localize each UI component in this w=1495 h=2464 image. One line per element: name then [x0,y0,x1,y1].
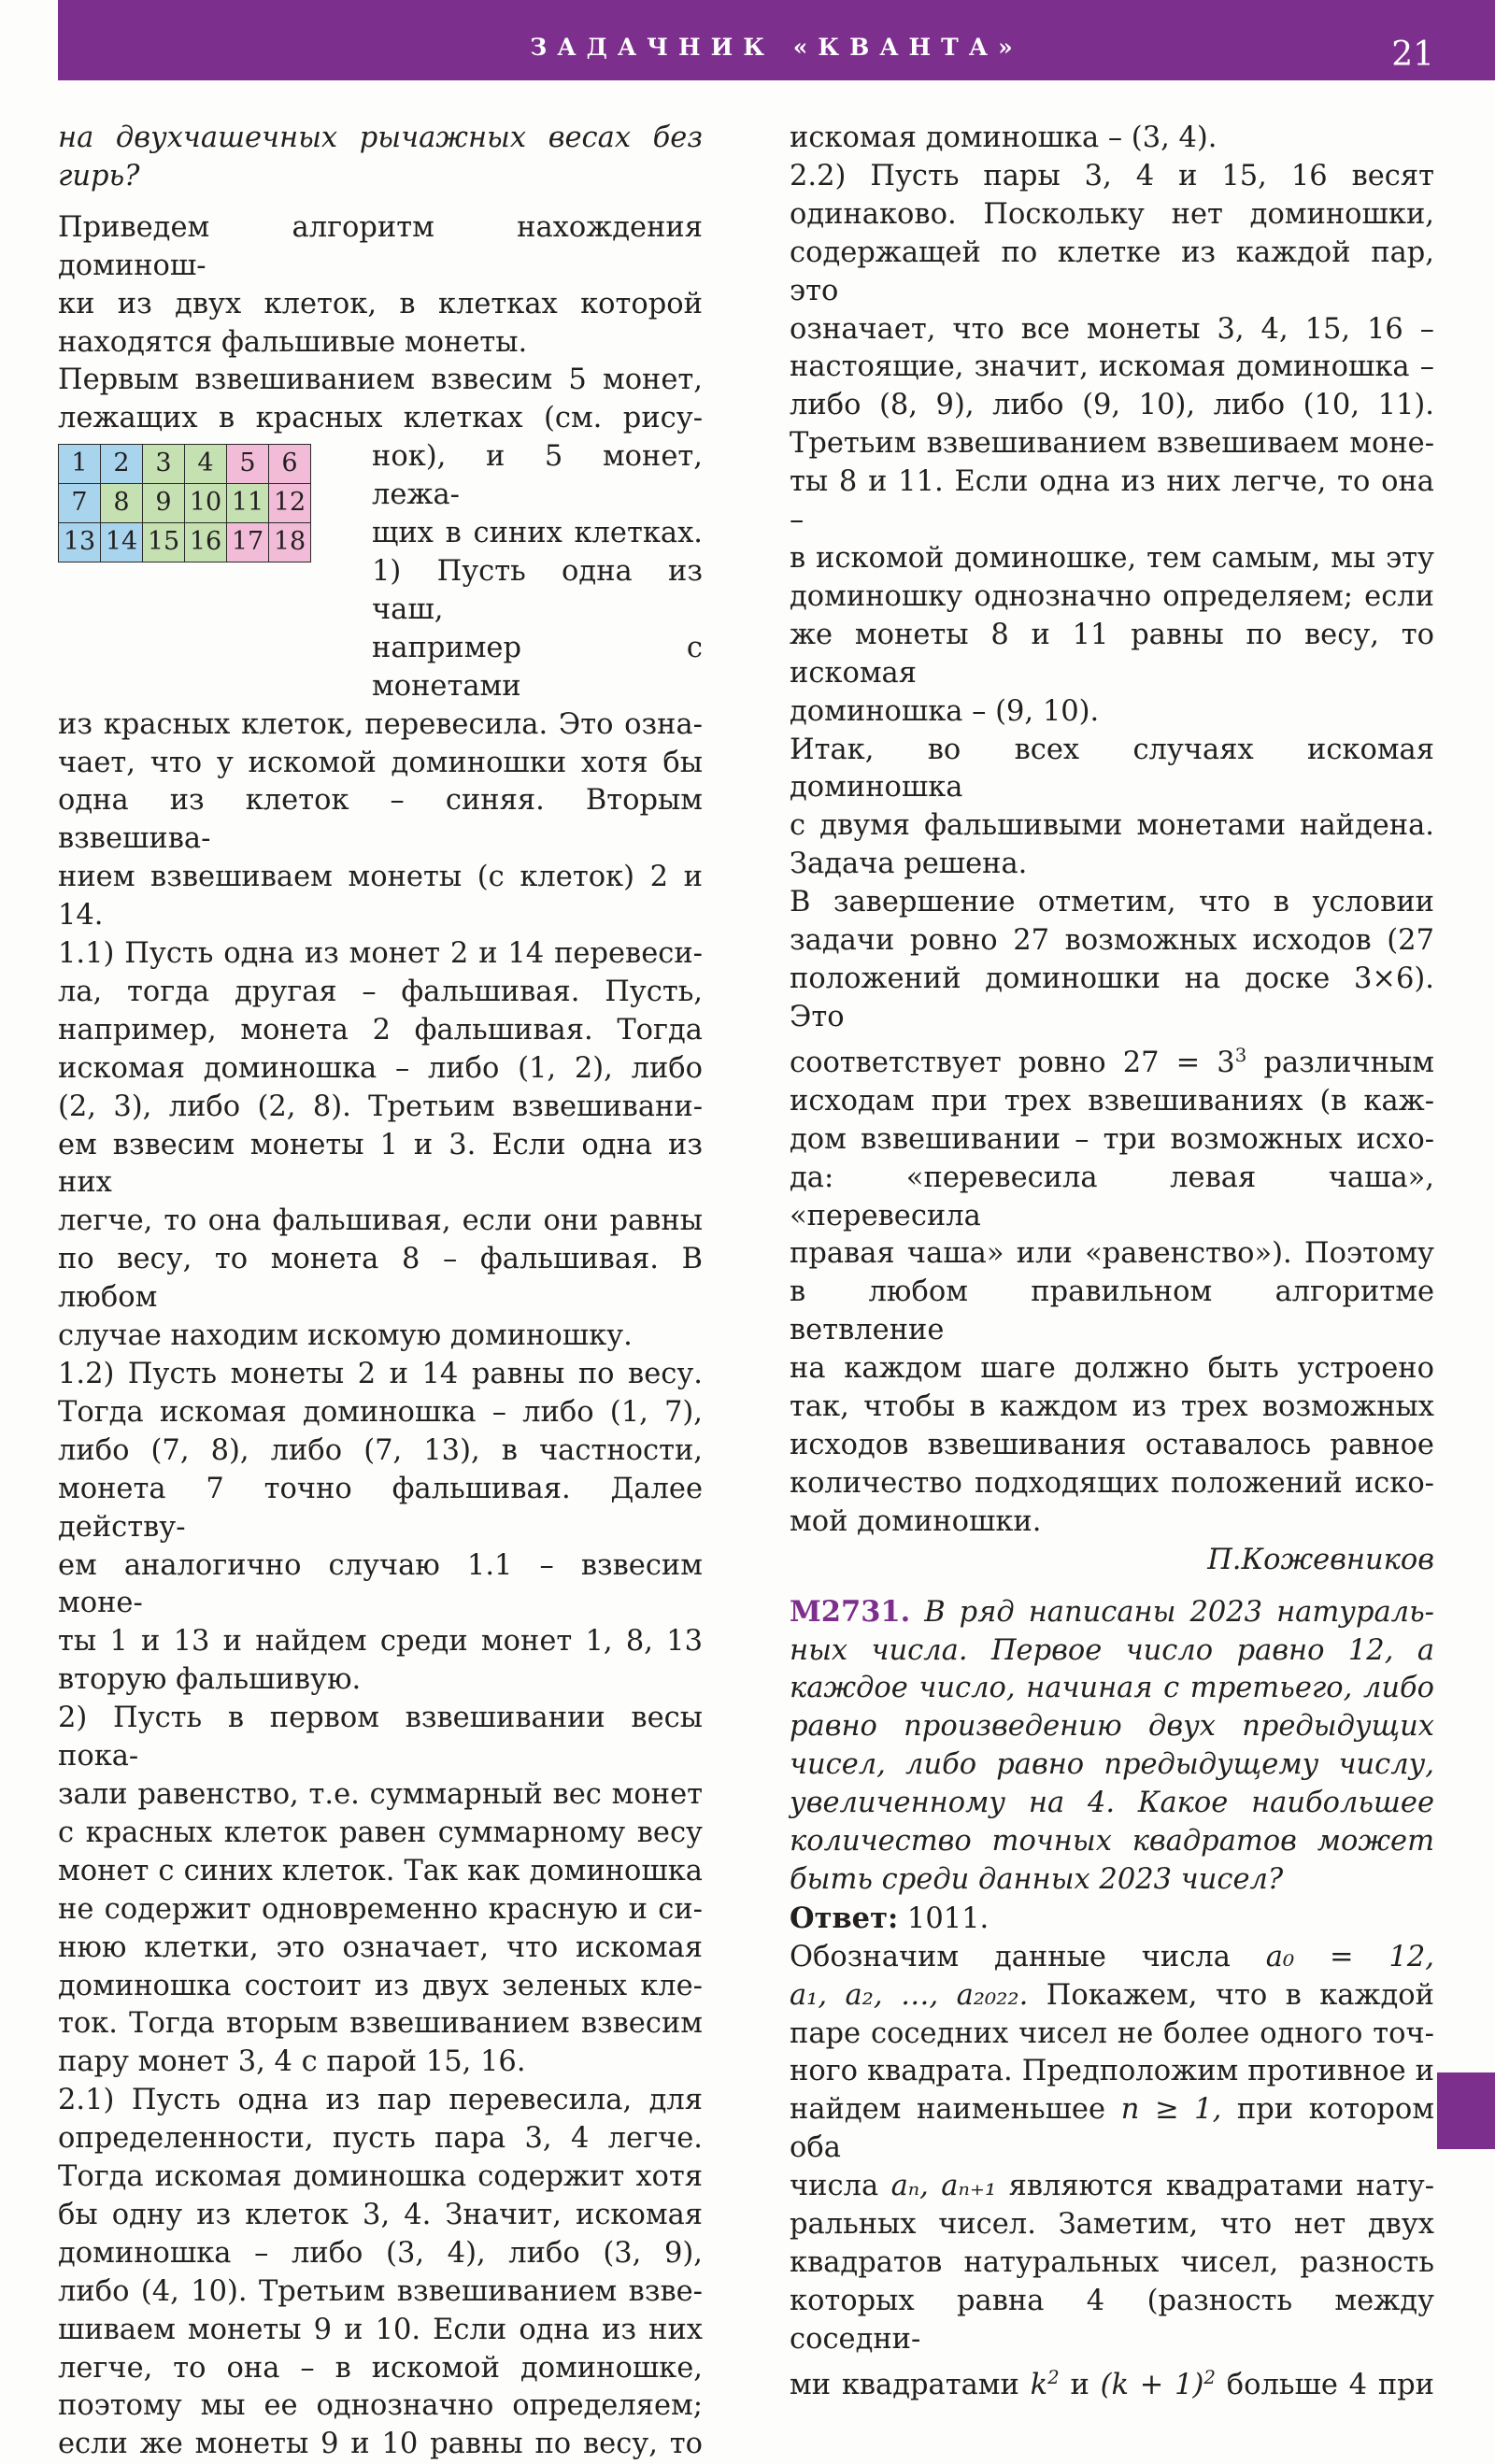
text-line: шиваем монеты 9 и 10. Если одна из них [58,2313,703,2346]
text-line: Третьим взвешиванием взвешиваем моне- [790,427,1434,461]
author-signature: П.Кожевников [1207,1543,1434,1576]
paragraph-case-2-1 [58,2082,703,2464]
text-line: Приведем алгоритм нахождения доминош- [58,210,703,282]
text-line: искомая доминошка – (3, 4). [790,121,1217,154]
text-line: Задача решена. [790,847,1028,881]
text-line: ем взвесим монеты 1 и 3. Если одна из них [58,1128,703,1200]
text-line: если же монеты 9 и 10 равны по весу, то [58,2428,703,2461]
text-line: из красных клеток, перевесила. Это озна- [58,707,703,741]
left-column [58,120,703,2464]
math-base: (k + 1) [1100,2368,1204,2401]
text-line: ки из двух клеток, в клетках которой [58,287,703,320]
paragraph-case-1-1 [58,935,703,1356]
text-line [790,2359,1434,2405]
text-line: нюю клетки, это означает, что искомая [58,1930,703,1964]
text-line: легче, то она фальшивая, если они равны [58,1204,703,1238]
board-row [59,445,311,484]
text-fragment: ми квадратами [790,2368,1019,2401]
text-line: в любом правильном алгоритме ветвление [790,1275,1434,1347]
text-line: монет с синих клеток. Так как доминошка [58,1854,703,1887]
board-cell: 17 [227,523,269,563]
question-line: гирь? [58,159,140,192]
text-line: с красных клеток равен суммарному весу [58,1816,703,1849]
text-beside-figure [372,438,703,705]
math-inline: n ≥ 1, [1120,2093,1222,2127]
text-line: одинаково. Поскольку нет доминошки, [790,197,1434,231]
board-cell: 8 [101,484,143,523]
text-fragment: В ряд написаны 2023 натураль- [910,1595,1434,1629]
paragraph-first-weighing [58,362,703,935]
board-cell: 2 [101,445,143,484]
page-number: 21 [1391,36,1434,74]
text-line [790,1037,1434,1083]
text-line: ты 1 и 13 и найдем среди монет 1, 8, 13 [58,1625,703,1659]
paragraph-case-2 [58,1700,703,2082]
text-line: дом взвешивании – три возможных исхо- [790,1122,1434,1156]
text-fragment: найдем наименьшее [790,2093,1106,2127]
board-cell: 9 [143,484,185,523]
text-line: паре соседних чисел не более одного точ- [790,2016,1434,2050]
text-line: же монеты 8 и 11 равны по весу, то искомая [790,618,1434,690]
paragraph-case-1-2 [58,1356,703,1700]
text-line: которых равна 4 (разность между соседни- [790,2284,1434,2356]
text-line: настоящие, значит, искомая доминошка – [790,350,1434,384]
answer-label: Ответ: [790,1901,899,1935]
math-inline [1122,1044,1247,1079]
math-superscript: 3 [1234,1044,1247,1066]
text-line: находятся фальшивые монеты. [58,325,528,359]
text-fragment: больше 4 при [1226,2368,1435,2401]
question-line: на двухчашечных рычажных весах без [58,121,703,154]
text-line: например, монета 2 фальшивая. Тогда [58,1013,703,1047]
text-line: в искомой доминошке, тем самым, мы эту [790,541,1434,575]
text-line: количество подходящих положений иско- [790,1466,1434,1500]
text-line: зали равенство, т.е. суммарный вес монет [58,1777,703,1811]
text-line: не содержит одновременно красную и си- [58,1892,703,1926]
math-superscript: 2 [1203,2366,1216,2388]
problem-statement [790,1593,1434,1900]
math-inline: aₙ, aₙ₊₁ [890,2170,997,2203]
text-line: увеличенному на 4. Какое наибольшее [790,1787,1434,1820]
text-line: щих в синих клетках. [372,517,703,550]
board-row [59,523,311,563]
text-fragment: числа [790,2170,879,2203]
text-line: 2.2) Пусть пары 3, 4 и 15, 16 весят [790,159,1434,192]
text-line: доминошку однозначно определяем; если [790,579,1434,613]
math-inline: a₀ = 12, [1265,1940,1434,1973]
text-line: исходам при трех взвешиваниях (в каж- [790,1084,1434,1118]
text-line: 1.2) Пусть монеты 2 и 14 равны по весу. [58,1358,703,1390]
text-line: (2, 3), либо (2, 8). Третьим взвешивани- [58,1090,703,1123]
text-line: чисел, либо равно предыдущему числу, [790,1748,1434,1782]
math-base: 27 = 3 [1122,1046,1235,1079]
text-line: легче, то она – в искомой доминошке, [58,2351,703,2385]
text-line: доминошка – либо (3, 4), либо (3, 9), [58,2236,703,2270]
board-cell: 4 [185,445,227,484]
board-cell: 15 [143,523,185,563]
running-title: ЗАДАЧНИК «КВАНТА» [530,34,1023,61]
text-line: бы одну из клеток 3, 4. Значит, искомая [58,2198,703,2231]
text-line [790,961,1434,1037]
text-line: ла, тогда другая – фальшивая. Пусть, [58,975,703,1008]
text-fragment: положений доминошки на доске [790,961,1331,995]
text-fragment: и [1059,2368,1101,2401]
text-line: ных числа. Первое число равно 12, а [790,1633,1434,1667]
text-line: искомая доминошка – либо (1, 2), либо [58,1051,703,1085]
text-line: ральных чисел. Заметим, что нет двух [790,2208,1434,2242]
text-line: каждое число, начиная с третьего, либо [790,1672,1434,1705]
text-line: доминошка – (9, 10). [790,694,1100,728]
text-line: правая чаша» или «равенство»). Поэтому [790,1237,1434,1271]
text-line: исходов взвешивания оставалось равное [790,1428,1434,1461]
board-row [59,484,311,523]
board-cell: 11 [227,484,269,523]
math-inline: 3×6 [1354,961,1415,995]
text-line: количество точных квадратов может [790,1825,1434,1859]
math-superscript: 2 [1047,2366,1060,2388]
text-line: Итак, во всех случаях искомая доминошка [790,733,1434,805]
solution [790,1900,1434,2405]
text-line: быть среди данных 2023 чисел? [790,1862,1284,1896]
text-line: либо (7, 8), либо (7, 13), в частности, [58,1433,703,1467]
text-fragment: ). Это [790,961,1434,1033]
board-cell: 6 [269,445,311,484]
text-fragment: являются квадратами нату- [996,2170,1434,2203]
text-line [790,1977,1434,2015]
board-cell: 7 [59,484,101,523]
domino-board-figure [58,444,311,563]
text-line [790,1593,1434,1632]
text-line: либо (8, 9), либо (9, 10), либо (10, 11). [790,389,1434,422]
text-line: либо (4, 10). Третьим взвешиванием взве- [58,2274,703,2308]
text-fragment: при котором оба [790,2093,1434,2165]
paragraph-intro [58,209,703,363]
text-line: так, чтобы в каждом из трех возможных [790,1390,1434,1424]
text-line: с двумя фальшивыми монетами найдена. [790,809,1434,843]
text-line: 2) Пусть в первом взвешивании весы пока- [58,1702,703,1773]
text-line: чает, что у искомой доминошки хотя бы [58,746,703,779]
text-line: Тогда искомая доминошка содержит хотя [58,2160,703,2194]
answer-value: 1011. [898,1901,990,1935]
text-line: мой доминошки. [790,1504,1042,1538]
text-line: поэтому мы ее однозначно определяем; [58,2389,703,2423]
text-line [790,2168,1434,2206]
text-line: определенности, пусть пара 3, 4 легче. [58,2122,703,2156]
text-line [790,1939,1434,1977]
text-fragment: различным [1263,1046,1434,1079]
answer-line [790,1900,1434,1939]
text-line: на каждом шаге должно быть устроено [790,1352,1434,1386]
text-line: одна из клеток – синяя. Вторым взвешива- [58,784,703,856]
text-line: 1.1) Пусть одна из монет 2 и 14 перевеси- [58,937,703,971]
math-base: k [1030,2368,1048,2401]
text-fragment: Покажем, что в каждой [1028,1978,1434,2012]
board-cell: 14 [101,523,143,563]
text-line: монета 7 точно фальшивая. Далее действу- [58,1472,703,1544]
text-line: Тогда искомая доминошка – либо (1, 7), [58,1395,703,1429]
text-fragment: соответствует ровно [790,1046,1106,1079]
text-line: нок), и 5 монет, лежа- [372,440,703,512]
board-cell: 18 [269,523,311,563]
board-cell: 12 [269,484,311,523]
math-inline: a₁, a₂, …, a₂₀₂₂. [790,1978,1029,2012]
text-line: означает, что все монеты 3, 4, 15, 16 – [790,312,1434,346]
text-line: нием взвешиваем монеты (с клеток) 2 и 14. [58,861,703,933]
text-line: по весу, то монета 8 – фальшивая. В любом [58,1243,703,1315]
text-line: пару монет 3, 4 с парой 15, 16. [58,2045,526,2079]
corner-tab [1437,2072,1495,2149]
board-cell: 13 [59,523,101,563]
board-cell: 1 [59,445,101,484]
paragraph-remark [790,884,1434,1542]
paragraph-case-2-2 [790,158,1434,732]
text-line: вторую фальшивую. [58,1663,362,1697]
text-line: ного квадрата. Предположим противное и [790,2055,1434,2088]
text-line [790,2091,1434,2168]
text-line: например с монетами [372,631,703,703]
paragraph-conclusion [790,732,1434,885]
text-line: ток. Тогда вторым взвешиванием взвесим [58,2007,703,2041]
text-line: доминошка состоит из двух зеленых кле- [58,1969,703,2002]
text-line: да: «перевесила левая чаша», «перевесила [790,1161,1434,1232]
math-inline [1100,2366,1216,2401]
text-line: лежащих в красных клетках (см. рису- [58,402,703,435]
text-line: ем аналогично случаю 1.1 – взвесим моне- [58,1548,703,1620]
text-fragment: Обозначим данные числа [790,1940,1231,1973]
text-line: ты 8 и 11. Если одна из них легче, то она – [790,465,1434,537]
text-line: 2.1) Пусть одна из пар перевесила, для [58,2084,703,2117]
text-line: случае находим искомую доминошку. [58,1319,633,1353]
board-cell: 5 [227,445,269,484]
text-line: квадратов натуральных чисел, разность [790,2246,1434,2279]
text-line: равно произведению двух предыдущих [790,1710,1434,1744]
board-cell: 16 [185,523,227,563]
text-line: 1) Пусть одна из чаш, [372,554,703,626]
header-bar [58,0,1495,80]
text-line: содержащей по клетке из каждой пар, это [790,235,1434,307]
board-cell: 10 [185,484,227,523]
right-column [790,120,1434,2405]
math-inline [1030,2366,1060,2401]
text-line: Первым взвешиванием взвесим 5 монет, [58,363,703,397]
problem-number: М2731. [790,1594,911,1629]
text-line: В завершение отметим, что в условии [790,886,1434,919]
board-cell: 3 [143,445,185,484]
text-line: задачи ровно 27 возможных исходов (27 [790,924,1434,958]
